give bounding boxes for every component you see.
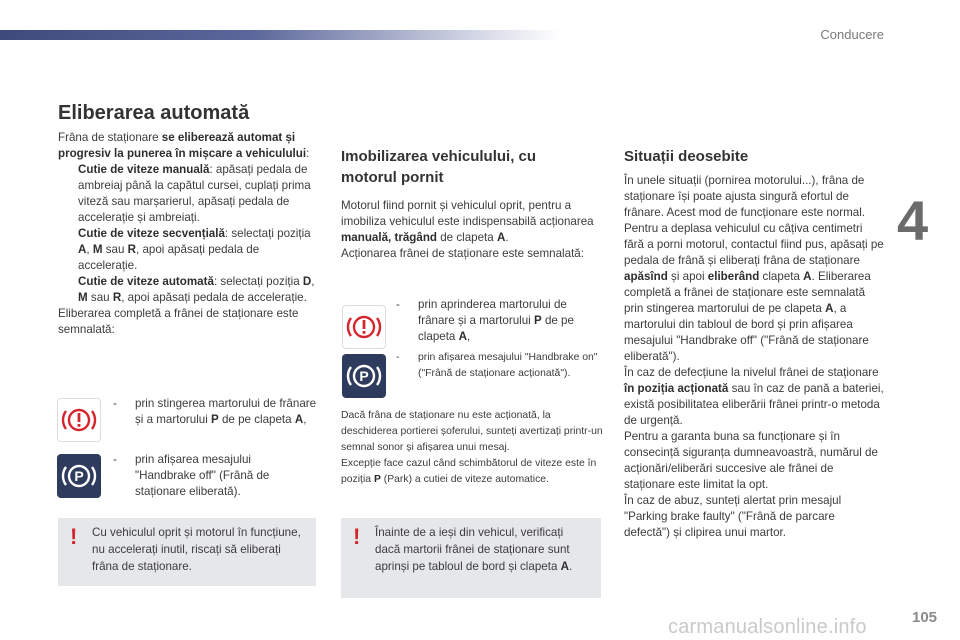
list-item: - prin aprinderea martorului de frânare și a martorului P de pe clapeta A,: [396, 298, 574, 343]
right-column-text: Situații deosebite În unele situații (pornirea motorului...), frâna de staționare își poate ajusta singură efortul de frânare. Acest mod de funcționare este normal. Pentru a deplasa vehiculul cu câțiva centimetri fără a porni motorul, contactul fiind pus, apăsați pe pedala de frână și eliberați frâna de staționare apăsînd și apoi eliberând clapeta A. Eliberarea completă a frânei de staționare este semnalată prin stingerea martorului de pe clapeta A, a martorului din tabloul de bord și prin afișarea mesajului "Handbrake off" ("Frână de staționare eliberată"). În caz de defecțiune la nivelul frânei de staționare în poziția acționată sau în caz de pană a bateriei, există posibilitatea eliberării frânei printr-o metoda de urgență. Pentru a garanta buna sa funcționare și în consecință siguranța dumneavoastră, numărul de acționări/eliberări succesive ale frânei de staționare este limitat la opt. În caz de abuz, sunteți alertat prin mesajul "Parking brake faulty" ("Frână de parcare defectă") și clipirea unui martor.: [624, 148, 884, 539]
exclamation-icon: !: [70, 524, 78, 549]
section-title: Conducere: [820, 27, 884, 42]
intro-paragraph: Frâna de staționare se eliberează automat și progresiv la punerea în mișcare a vehiculului:: [58, 131, 310, 160]
svg-text:P: P: [74, 468, 84, 484]
watermark: carmanualsonline.info: [668, 616, 867, 638]
middle-column-text: [341, 146, 603, 262]
middle-small-text: Dacă frâna de staționare nu este acționată, la deschiderea portierei șoferului, sunteți avertizați printr-un semnal sonor și afișarea unui mesaj. Excepție face cazul când schimbătorul de viteze este în poziția P (Park) a cutiei de viteze automatice.: [341, 410, 603, 485]
list-item: Cutie de viteze manuală: apăsați pedala de ambreiaj până la capătul cursei, cuplați prima viteză sau marșarierul, apăsați pedala de accelerație și ambreiați.: [78, 163, 311, 224]
list-item: - prin afișarea mesajului "Handbrake on" ("Frână de staționare acționată").: [396, 352, 598, 379]
middle-paragraph: Motorul fiind pornit și vehiculul oprit, pentru a imobiliza vehiculul este indispensabilă acționarea manuală, trăgând de clapeta A.: [341, 199, 594, 244]
parking-brake-icon: [342, 354, 386, 398]
left-column-text: [58, 130, 316, 338]
heading-special-situations: Situații deosebite: [624, 148, 749, 165]
brake-warning-icon: [342, 305, 386, 349]
list-item: - prin afișarea mesajului "Handbrake off" (Frână de staționare eliberată).: [113, 453, 270, 498]
chapter-number: 4: [897, 189, 929, 252]
warning-note: ! Cu vehiculul oprit și motorul în funcțiune, nu accelerați inutil, riscați să eliberați frâna de staționare.: [58, 518, 316, 586]
page-number: 105: [912, 609, 938, 626]
header-bar: [0, 30, 560, 40]
warning-note: ! Înainte de a ieși din vehicul, verificați dacă martorii frânei de staționare sunt aprinși pe tabloul de bord și clapeta A.: [341, 518, 601, 598]
outro-paragraph: Eliberarea completă a frânei de staționare este semnalată:: [58, 307, 299, 336]
brake-warning-icon: [57, 398, 101, 442]
middle-paragraph: Acționarea frânei de staționare este semnalată:: [341, 247, 584, 260]
exclamation-icon: !: [353, 524, 361, 549]
list-item: Cutie de viteze automată: selectați poziția D, M sau R, apoi apăsați pedala de accelerație.: [78, 275, 315, 304]
list-item: Cutie de viteze secvențială: selectați poziția A, M sau R, apoi apăsați pedala de accelerație.: [78, 227, 311, 272]
list-item: - prin stingerea martorului de frânare și a martorului P de pe clapeta A,: [113, 397, 317, 426]
parking-brake-icon: [57, 454, 101, 498]
heading-immobilization: Imobilizarea vehiculului, cu motorul pornit: [341, 148, 537, 186]
svg-text:P: P: [359, 368, 369, 384]
heading-automatic-release: Eliberarea automată: [58, 102, 250, 124]
